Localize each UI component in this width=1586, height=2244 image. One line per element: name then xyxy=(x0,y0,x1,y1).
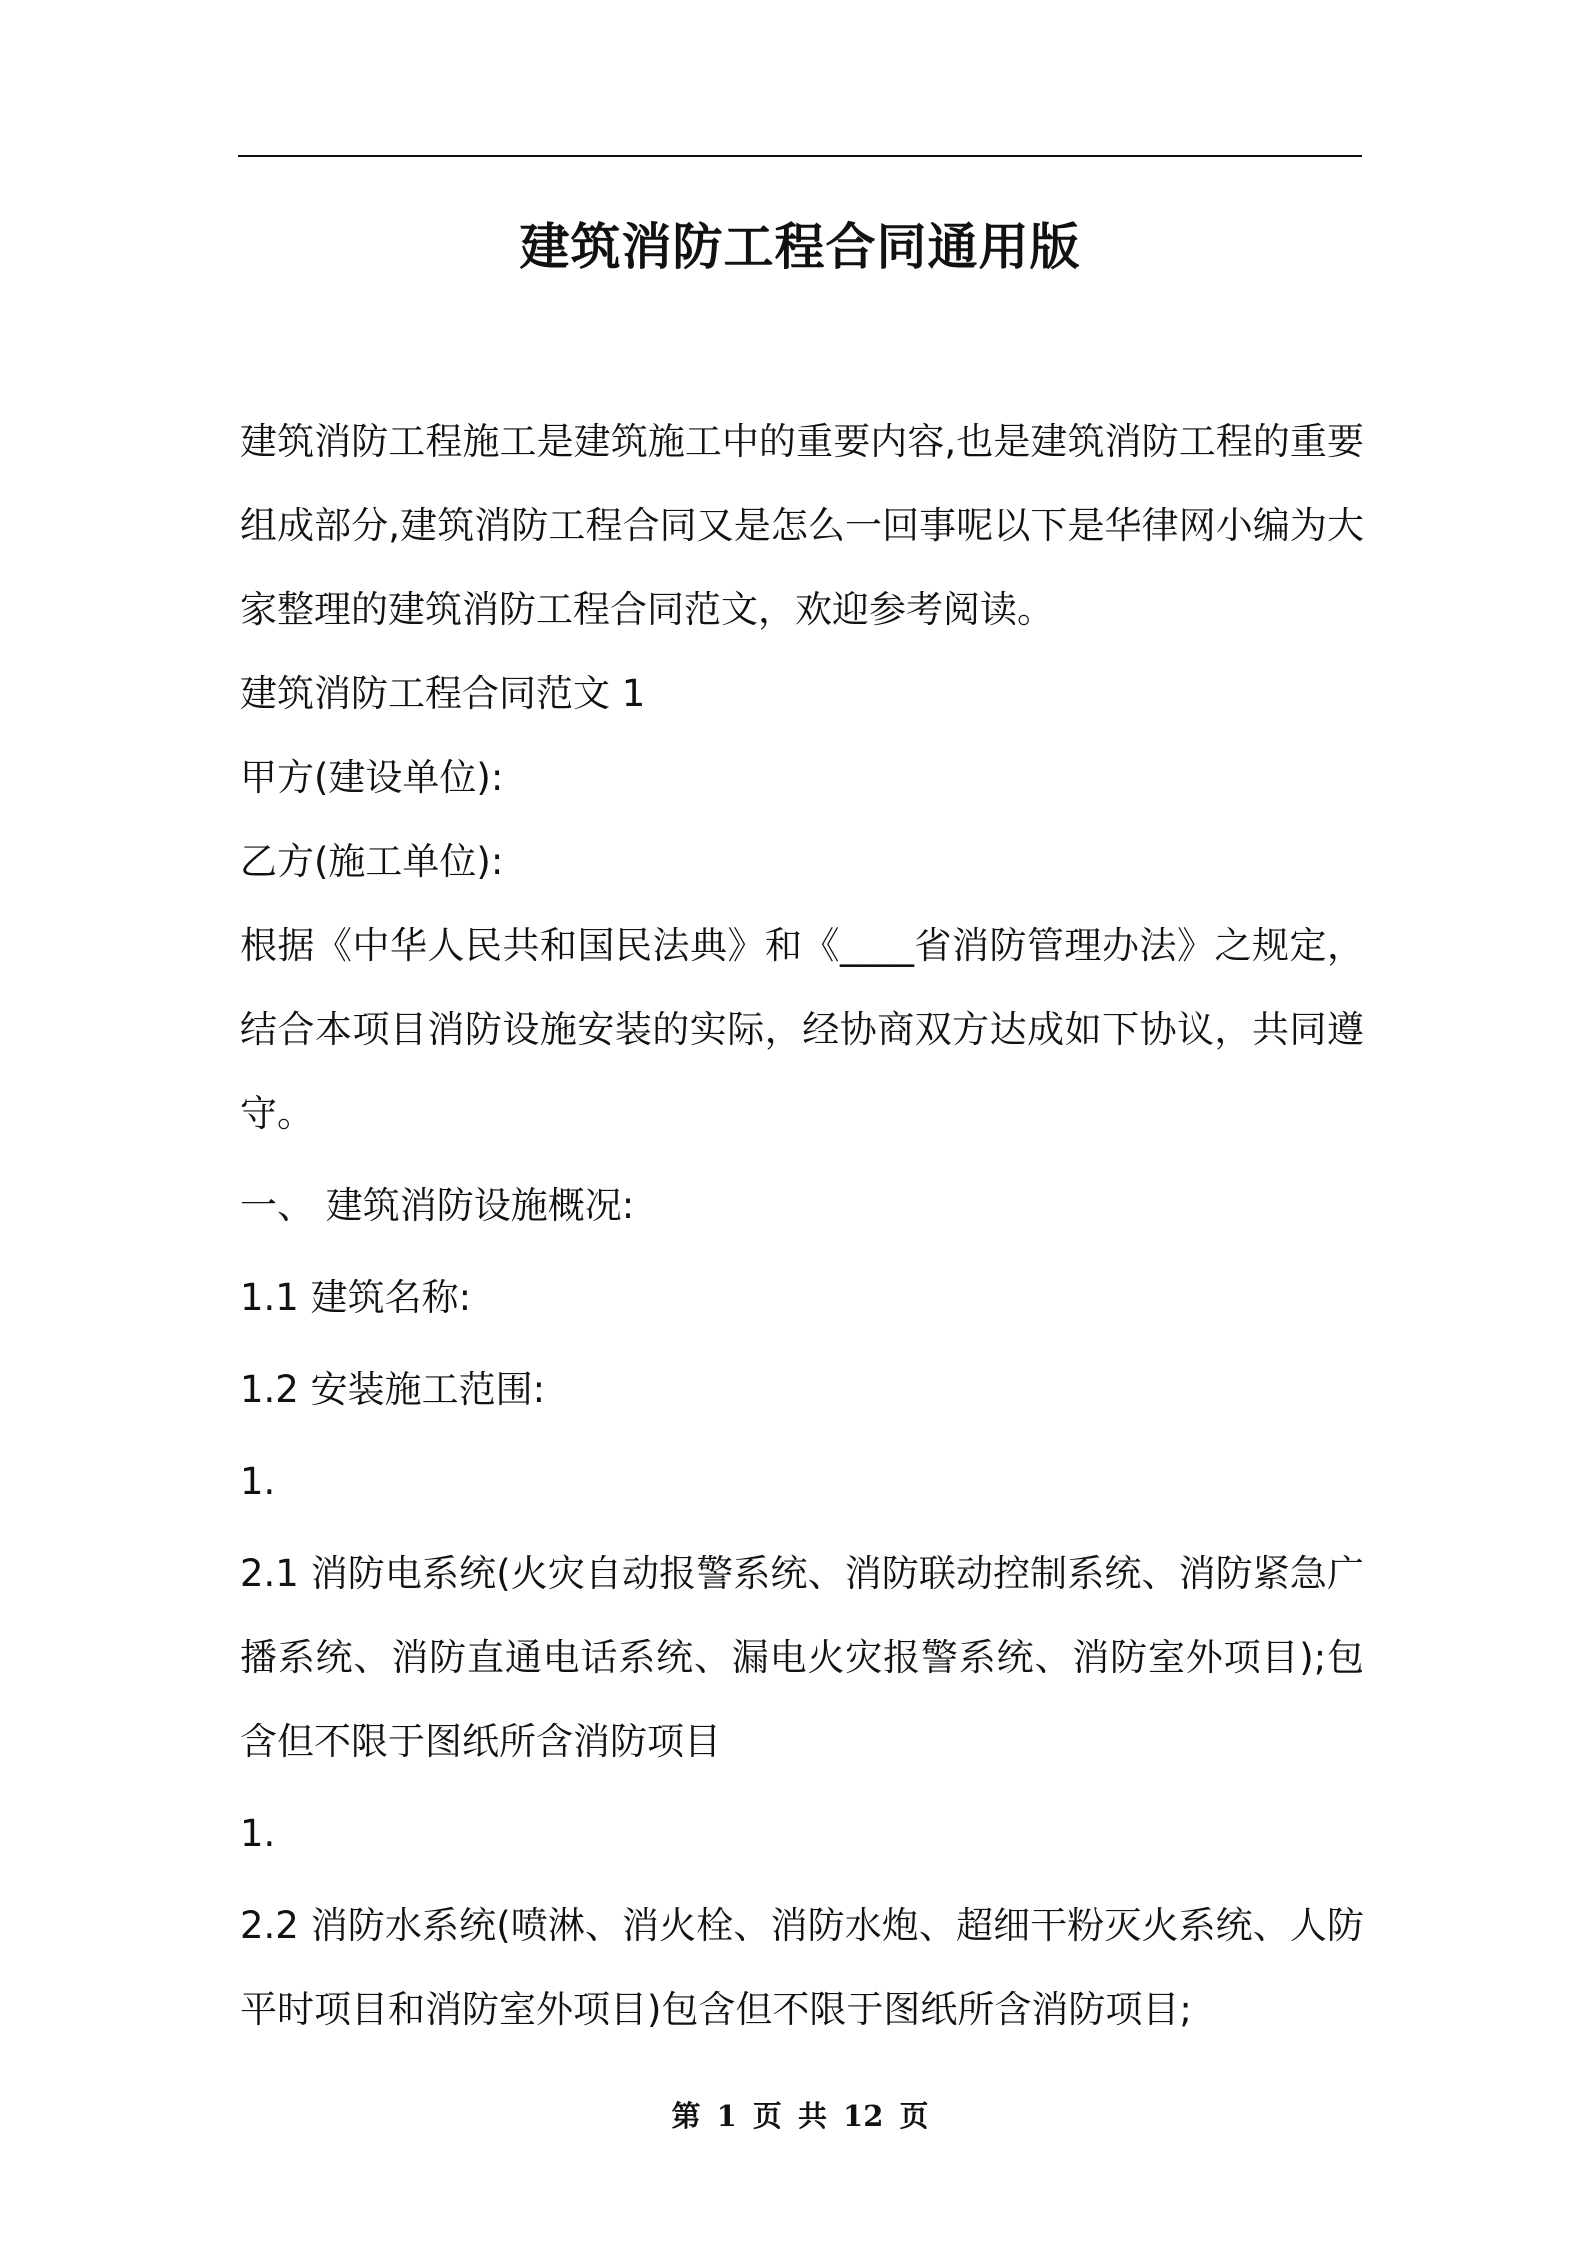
clause-item: 1. xyxy=(240,1460,276,1503)
clause-item: 2.2 消防水系统(喷淋、消火栓、消防水炮、超细干粉灭火系统、人防平时项目和消防室外项目)包含但不限于图纸所含消防项目; xyxy=(240,1904,1364,2031)
clause-heading: 一、 建筑消防设施概况: xyxy=(240,1184,635,1227)
clause-item: 1.1 建筑名称: xyxy=(240,1276,472,1319)
clause-item: 1.2 安装施工范围: xyxy=(240,1368,546,1411)
clause-item: 1. xyxy=(240,1812,276,1855)
clause-item: 2.1 消防电系统(火灾自动报警系统、消防联动控制系统、消防紧急广播系统、消防直通电话系统、漏电火灾报警系统、消防室外项目);包含但不限于图纸所含消防项目 xyxy=(240,1552,1364,1763)
party-a-line: 甲方(建设单位): xyxy=(240,756,504,799)
header-rule xyxy=(238,155,1362,157)
document-body xyxy=(240,400,1364,2052)
page-footer: 第 1 页 共 12 页 xyxy=(671,2099,929,2133)
section-heading: 建筑消防工程合同范文 1 xyxy=(240,672,646,715)
basis-paragraph: 根据《中华人民共和国民法典》和《____省消防管理办法》之规定，结合本项目消防设施安装的实际，经协商双方达成如下协议，共同遵守。 xyxy=(240,924,1364,1135)
party-b-line: 乙方(施工单位): xyxy=(240,840,504,883)
document-title: 建筑消防工程合同通用版 xyxy=(519,218,1081,276)
intro-paragraph: 建筑消防工程施工是建筑施工中的重要内容,也是建筑消防工程的重要组成部分,建筑消防工程合同又是怎么一回事呢以下是华律网小编为大家整理的建筑消防工程合同范文，欢迎参考阅读。 xyxy=(240,420,1364,631)
